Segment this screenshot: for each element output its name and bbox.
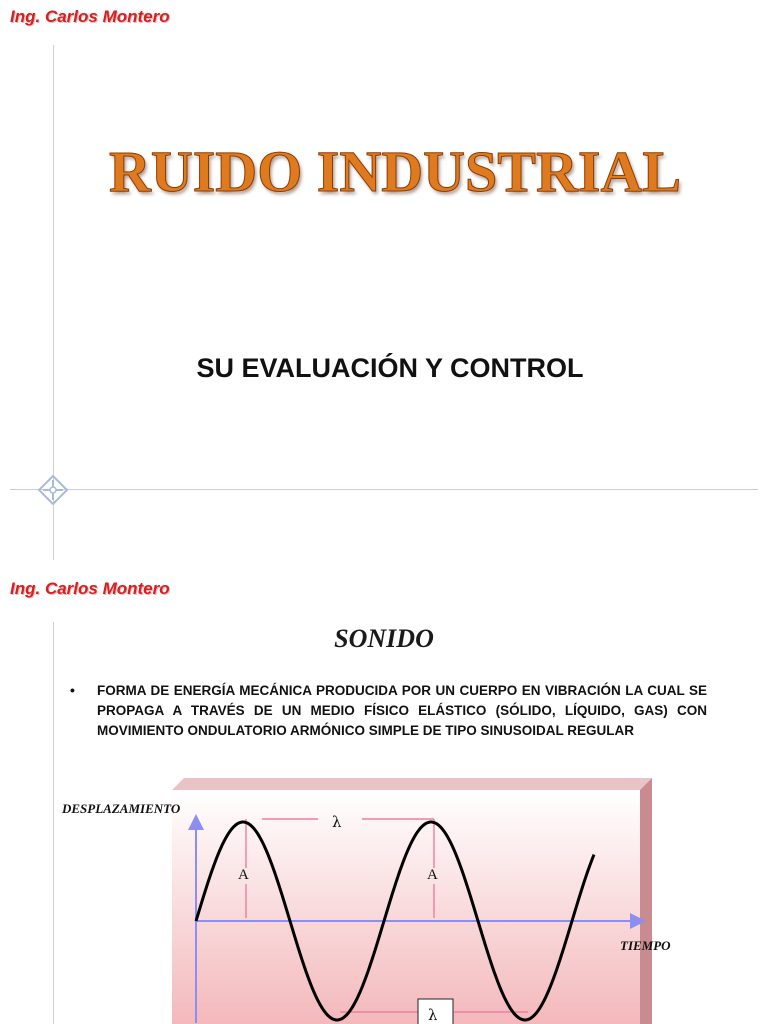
panel-background xyxy=(172,790,640,1024)
bullet-marker: • xyxy=(70,682,75,698)
amplitude-label: A xyxy=(238,867,249,883)
section-title: SONIDO xyxy=(334,624,434,653)
definition-text: FORMA DE ENERGÍA MECÁNICA PRODUCIDA POR UN CUERPO EN VIBRACIÓN LA CUAL SE PROPAGA A TRAVÉS DE UN MEDIO FÍSICO ELÁSTICO (SÓLIDO, LÍQUIDO, GAS) CON MOVIMIENTO ONDULATORIO ARMÓNICO SIMPLE DE TIPO SINUSOIDAL REGULAR xyxy=(97,683,707,738)
amplitude-label: A xyxy=(427,867,438,883)
author-name: Ing. Carlos Montero xyxy=(10,7,170,26)
presentation-title: RUIDO INDUSTRIAL xyxy=(108,139,682,204)
wave-diagram xyxy=(0,772,768,1024)
guide-line-horizontal xyxy=(10,489,758,490)
x-axis-label: TIEMPO xyxy=(620,938,671,953)
wavelength-label: λ xyxy=(332,813,342,831)
wavelength-label: λ xyxy=(428,1006,438,1024)
diagram-panel xyxy=(172,778,652,1024)
panel-side-bevel xyxy=(640,778,652,1024)
sound-slide xyxy=(0,572,768,1024)
presentation-subtitle: SU EVALUACIÓN Y CONTROL xyxy=(196,353,584,383)
crosshair-icon xyxy=(38,475,68,505)
y-axis-label: DESPLAZAMIENTO xyxy=(62,801,181,816)
panel-top-bevel xyxy=(172,778,652,790)
author-name: Ing. Carlos Montero xyxy=(10,579,170,598)
